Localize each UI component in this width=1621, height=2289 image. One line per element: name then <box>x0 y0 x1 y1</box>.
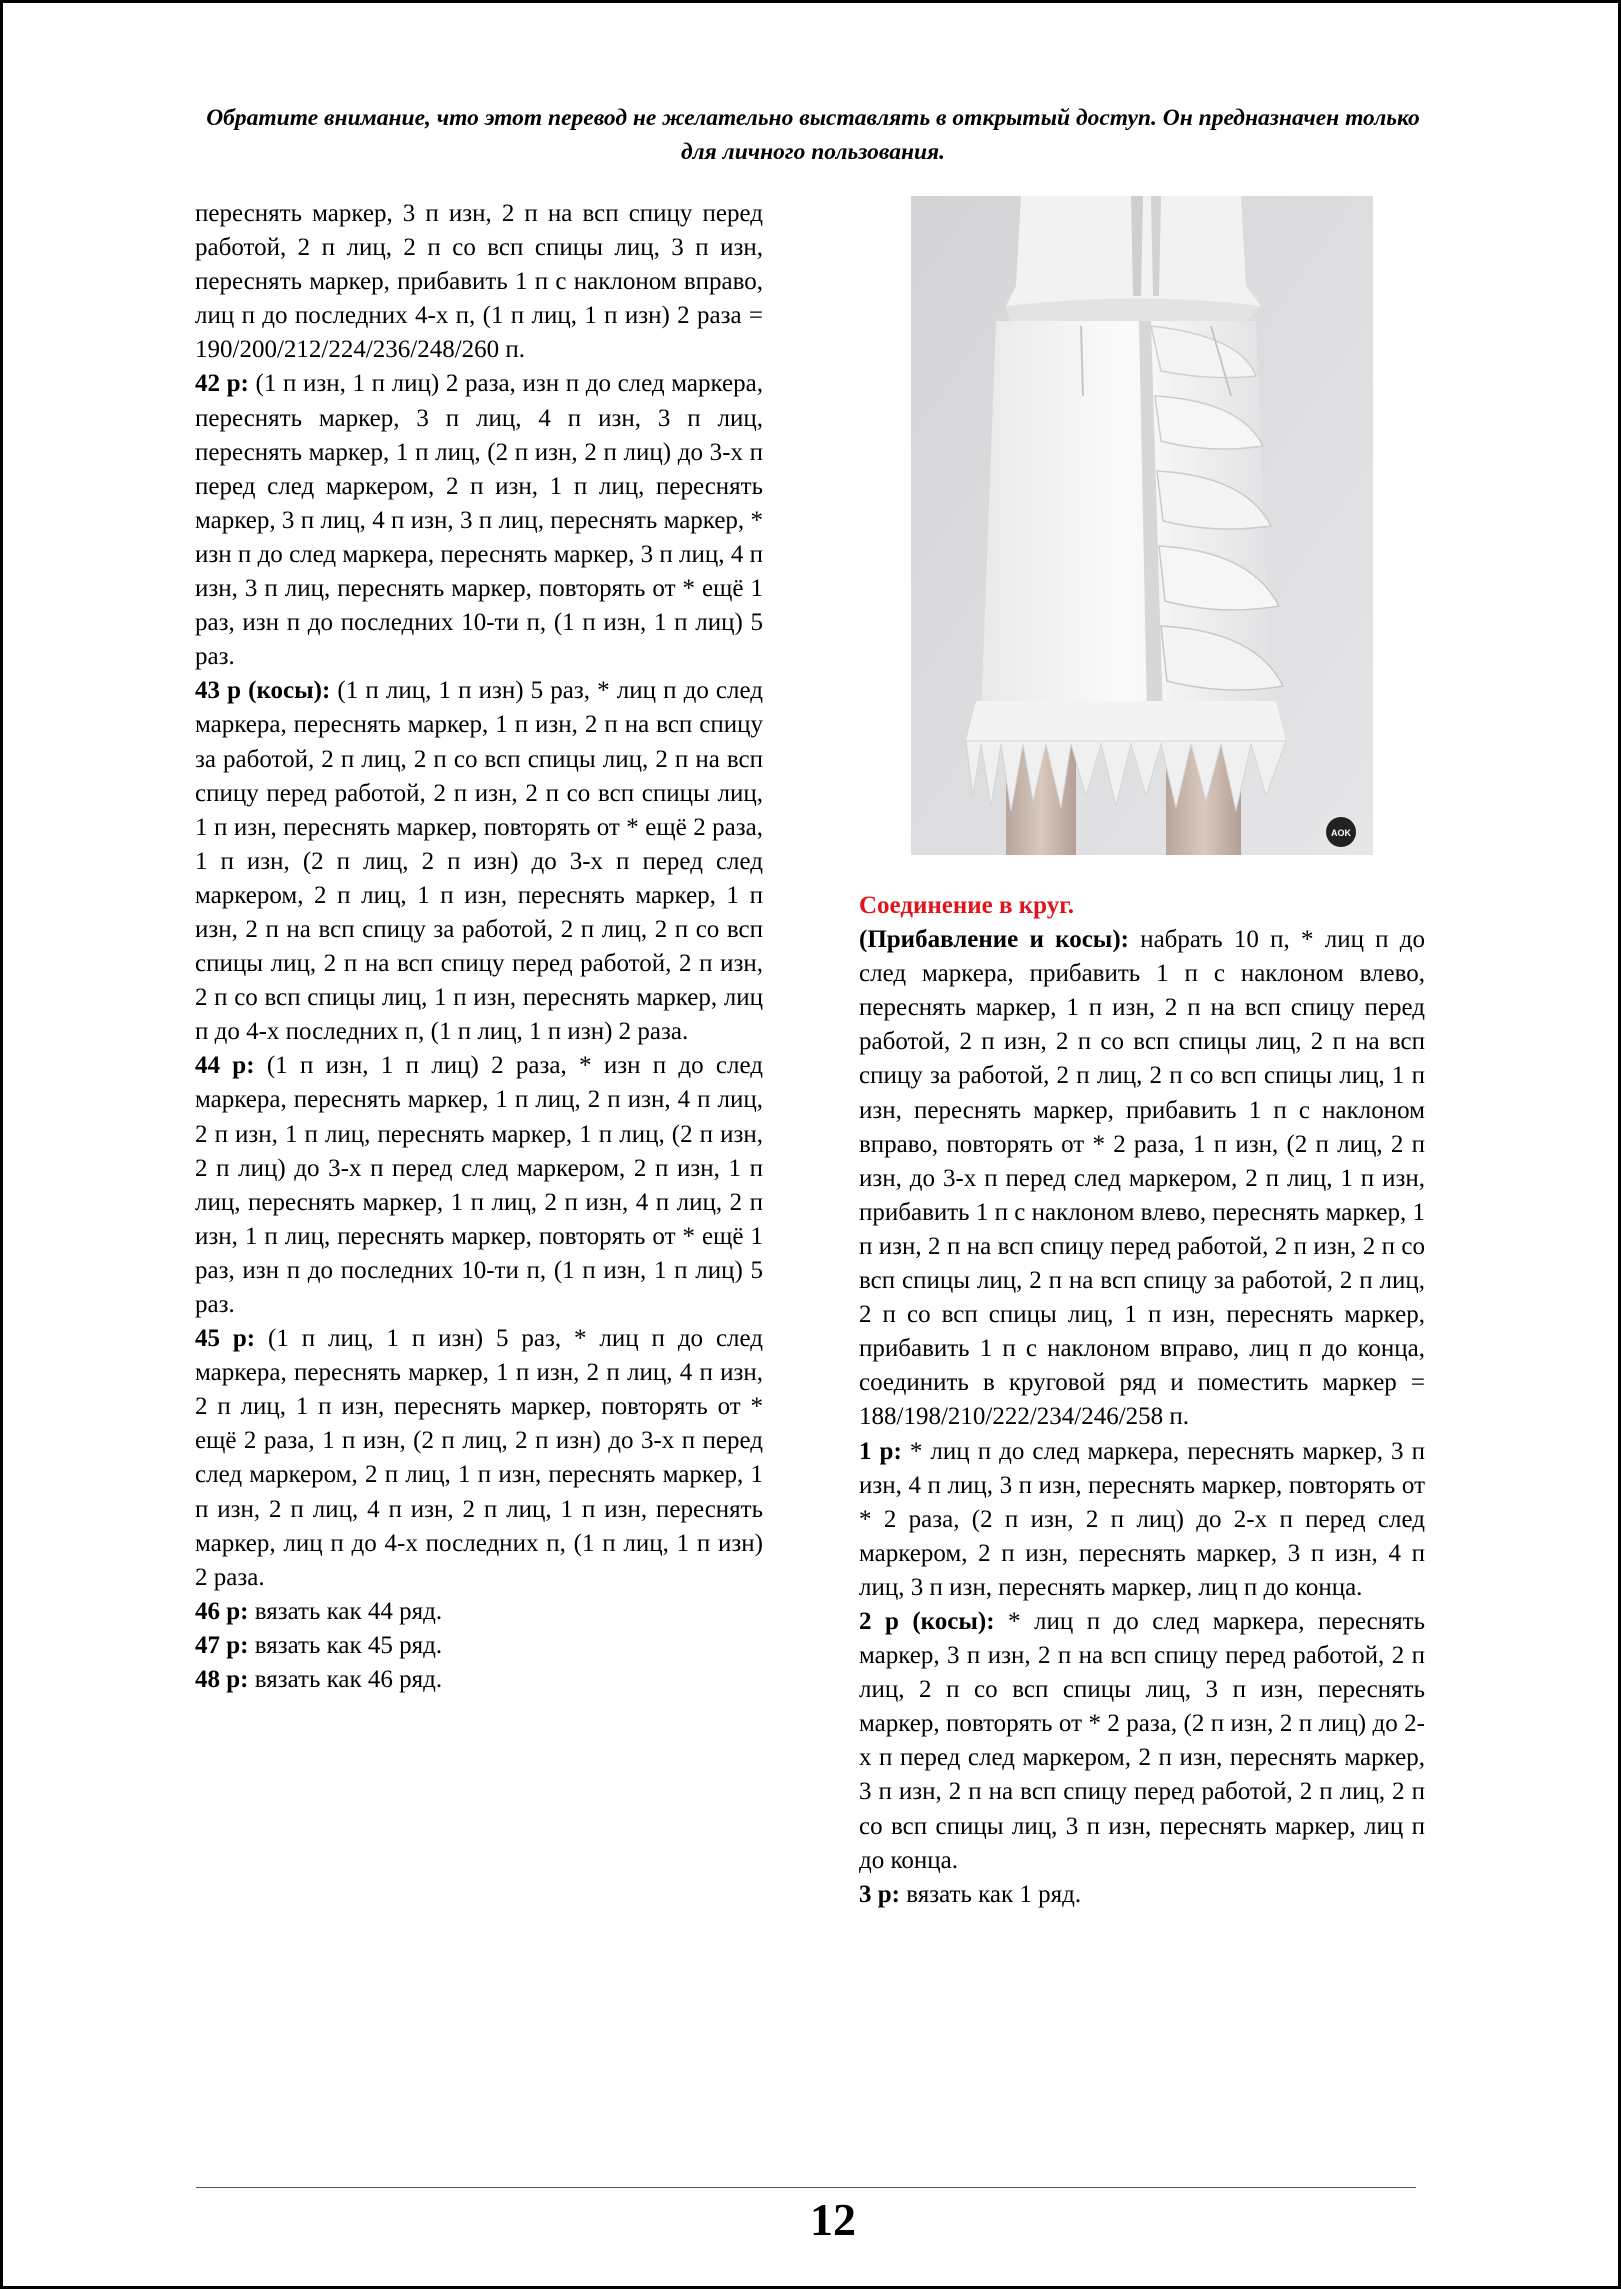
row-44-instruction <box>195 1049 763 1322</box>
row-label: 44 р: <box>195 1052 255 1080</box>
page-number: 12 <box>810 2194 856 2245</box>
row-text: вязать как 46 ряд. <box>248 1666 443 1694</box>
row-46-instruction <box>195 1595 763 1629</box>
row-label: 1 р: <box>859 1437 902 1465</box>
row-text: (1 п изн, 1 п лиц) 2 раза, изн п до след маркера, переснять маркер, 3 п лиц, 4 п изн, 3 п лиц, переснять маркер, 1 п лиц, (2 п изн, 2 п лиц) до 3-х п перед след маркером, 2 п изн, 1 п лиц, переснять маркер, 3 п лиц, 4 п изн, 3 п лиц, переснять маркер, * изн п до след маркера, переснять маркер, 3 п лиц, 4 п изн, 3 п лиц, переснять маркер, повторять от * ещё 1 раз, изн п до последних 10-ти п, (1 п изн, 1 п лиц) 5 раз. <box>195 370 763 671</box>
row-48-instruction <box>195 1663 763 1697</box>
row-label: 48 р: <box>195 1666 249 1694</box>
row-label: 3 р: <box>859 1880 900 1908</box>
row-text: (1 п лиц, 1 п изн) 5 раз, * лиц п до след маркера, переснять маркер, 1 п изн, 2 п на всп спицу за работой, 2 п лиц, 2 п со всп спицы лиц, 2 п на всп спицу перед работой, 2 п изн, 2 п со всп спицы лиц, 1 п изн, переснять маркер, повторять от * ещё 2 раза, 1 п изн, (2 п лиц, 2 п изн) до 3-х п перед след маркером, 2 п лиц, 1 п изн, переснять маркер, 1 п изн, 2 п на всп спицу за работой, 2 п лиц, 2 п со всп спицы лиц, 2 п на всп спицу перед работой, 2 п изн, 2 п со всп спицы лиц, 1 п изн, переснять маркер, лиц п до 4-х последних п, (1 п лиц, 1 п изн) 2 раза. <box>195 677 763 1046</box>
row-text: (1 п изн, 1 п лиц) 2 раза, * изн п до след маркера, переснять маркер, 1 п лиц, 2 п изн, 4 п лиц, 2 п изн, 1 п лиц, переснять маркер, 1 п лиц, (2 п изн, 2 п лиц) до 3-х п перед след маркером, 2 п изн, 1 п лиц, переснять маркер, 1 п лиц, 2 п изн, 4 п лиц, 2 п изн, 1 п лиц, переснять маркер, повторять от * ещё 1 раз, изн п до последних 10-ти п, (1 п изн, 1 п лиц) 5 раз. <box>195 1052 763 1318</box>
photo-watermark: AOK <box>1331 828 1351 838</box>
left-text-column <box>195 197 763 1697</box>
knitted-skirt-photo <box>911 196 1373 855</box>
row-label: 47 р: <box>195 1631 249 1659</box>
row-label: 45 р: <box>195 1325 256 1353</box>
round-1-instruction <box>859 1435 1425 1605</box>
row-text: * лиц п до след маркера, переснять маркер, 3 п изн, 2 п на всп спицу перед работой, 2 п лиц, 2 п со всп спицы лиц, 3 п изн, переснять маркер, повторять от * 2 раза, (2 п изн, 2 п лиц) до 2-х п перед след маркером, 2 п изн, переснять маркер, 3 п изн, 2 п на всп спицу перед работой, 2 п лиц, 2 п со всп спицы лиц, 3 п изн, переснять маркер, лиц п до конца. <box>859 1607 1425 1874</box>
row-label: 42 р: <box>195 370 249 398</box>
row-text: * лиц п до след маркера, переснять маркер, 3 п изн, 4 п лиц, 3 п изн, переснять маркер, повторять от * 2 раза, (2 п изн, 2 п лиц) до 2-х п перед след маркером, 2 п изн, переснять маркер, 3 п изн, 4 п лиц, 3 п изн, переснять маркер, лиц п до конца. <box>859 1437 1425 1601</box>
row-label: 2 р (косы): <box>859 1607 995 1635</box>
row-text: вязать как 1 ряд. <box>899 1880 1082 1908</box>
paragraph-text: переснять маркер, 3 п изн, 2 п на всп спицу перед работой, 2 п лиц, 2 п со всп спицы лиц, 3 п изн, переснять маркер, прибавить 1 п с наклоном вправо, лиц п до последних 4-х п, (1 п лиц, 1 п изн) 2 раза = 190/200/212/224/236/248/260 п. <box>195 200 763 364</box>
distribution-notice: Обратите внимание, что этот перевод не желательно выставлять в открытый доступ. Он предназначен только для личного пользования. <box>206 105 1420 165</box>
footer-divider <box>196 2187 1416 2188</box>
paragraph-continuation <box>195 197 763 367</box>
row-label: 46 р: <box>195 1597 249 1625</box>
row-text: вязать как 45 ряд. <box>248 1631 443 1659</box>
row-47-instruction <box>195 1629 763 1663</box>
section-heading: Соединение в круг. <box>859 892 1075 919</box>
round-2-instruction <box>859 1605 1425 1878</box>
row-43-instruction <box>195 674 763 1049</box>
row-45-instruction <box>195 1322 763 1595</box>
right-text-column <box>859 889 1425 1912</box>
row-text: вязать как 44 ряд. <box>248 1597 443 1625</box>
row-text: (1 п лиц, 1 п изн) 5 раз, * лиц п до след маркера, переснять маркер, 1 п изн, 2 п лиц, 4 п изн, 2 п лиц, 1 п изн, переснять маркер, повторять от * ещё 2 раза, 1 п изн, (2 п лиц, 2 п изн) до 3-х п перед след маркером, 2 п лиц, 1 п изн, переснять маркер, 1 п изн, 2 п лиц, 4 п изн, 2 п лиц, 1 п изн, переснять маркер, лиц п до 4-х последних п, (1 п лиц, 1 п изн) 2 раза. <box>195 1325 764 1591</box>
row-42-instruction <box>195 367 763 674</box>
row-label: 43 р (косы): <box>195 677 331 705</box>
row-text: набрать 10 п, * лиц п до след маркера, прибавить 1 п с наклоном влево, переснять маркер, 1 п изн, 2 п на всп спицу перед работой, 2 п изн, 2 п со всп спицы лиц, 2 п на всп спицу за работой, 2 п лиц, 2 п со всп спицы лиц, 1 п изн, переснять маркер, прибавить 1 п с наклоном вправо, повторять от * 2 раза, 1 п изн, (2 п лиц, 2 п изн, до 3-х п перед след маркером, 2 п лиц, 1 п изн, прибавить 1 п с наклоном влево, переснять маркер, 1 п изн, 2 п на всп спицу перед работой, 2 п изн, 2 п со всп спицы лиц, 2 п на всп спицу за работой, 2 п лиц, 2 п со всп спицы лиц, 1 п изн, переснять маркер, прибавить 1 п с наклоном вправо, лиц п до конца, соединить в круговой ряд и поместить маркер = 188/198/210/222/234/246/258 п. <box>859 926 1425 1431</box>
round-3-instruction <box>859 1878 1425 1912</box>
row-label: (Прибавление и косы): <box>859 926 1129 954</box>
increase-cables-instruction <box>859 923 1425 1434</box>
